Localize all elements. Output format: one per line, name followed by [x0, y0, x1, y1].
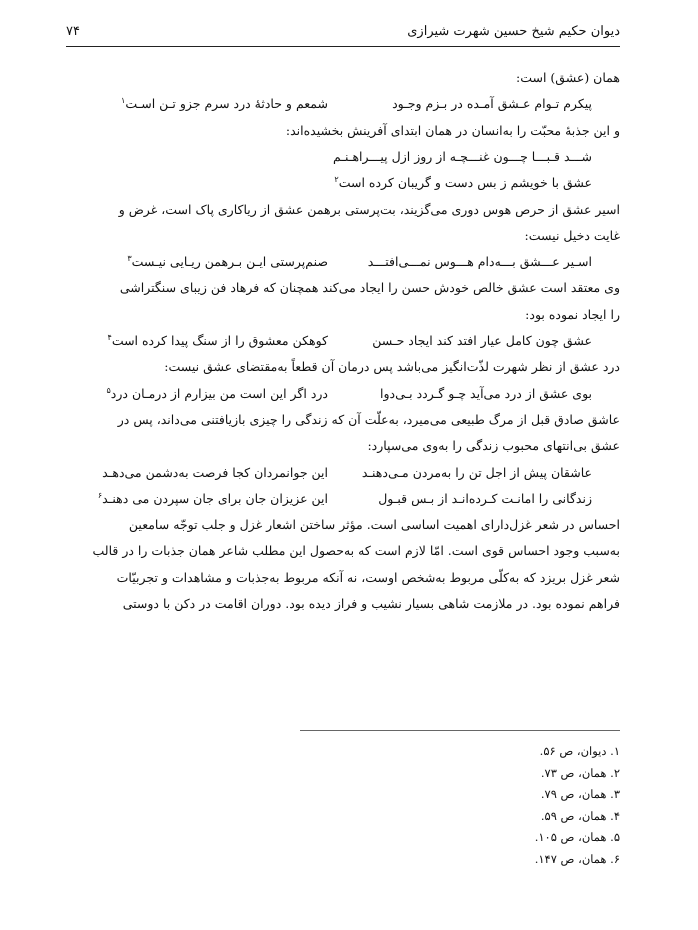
verse-hemistich-first: زندگانی را امانـت کـرده‌انـد از بـس قبـول	[378, 490, 592, 506]
prose-line: را ایجاد نموده بود:	[525, 306, 620, 322]
verse-hemistich-second: این عزیزان جان برای جان سپردن می دهنـد$^۶$	[97, 490, 328, 506]
footnotes	[535, 744, 620, 873]
prose-line: غایت دخیل نیست:	[524, 227, 620, 243]
verse-hemistich-second: کوهکن معشوق را از سنگ پیدا کرده است$^۴$	[107, 333, 328, 349]
footnote-item: ۱. دیوان، ص ۵۶.	[539, 744, 620, 758]
verse-hemistich-first: اسـیر عـــشق بـــه‌دام هـــوس نمـــی‌افتـــد	[367, 254, 592, 270]
running-header	[66, 22, 620, 44]
book-title: دیوان حکیم شیخ حسین شهرت شیرازی	[407, 24, 620, 39]
prose-line: و این جذبهٔ محبّت را به‌انسان در همان ابتدای آفرینش بخشیده‌اند:	[285, 122, 620, 138]
verse-hemistich-first: پیکرم تـوام عـشق آمـده در بـزم وجـود	[392, 96, 592, 112]
prose-line: فراهم نموده بود. در ملازمت شاهی بسیار نشیب و فراز دیده بود. دوران اقامت در دکن با دوستی	[122, 596, 620, 611]
prose-line: همان (عشق) است:	[516, 70, 620, 85]
verse-hemistich-first: عاشقان پیش از اجل تن را به‌مردن مـی‌دهنـد	[361, 464, 592, 480]
prose-line: وی معتقد است عشق خالص خودش حسن را ایجاد می‌کند همچنان که فرهاد فن زیبای سنگتراشی	[119, 280, 620, 296]
verse-hemistich-second: صنم‌پرستی ایـن بـرهمن ریـایی نیـست$^۳$	[127, 254, 328, 270]
verse-hemistich-first: عشق چون کامل عیار افتد کند ایجاد حـسن	[372, 333, 592, 348]
footnote-rule	[300, 730, 620, 731]
prose-line: درد عشق از نظر شهرت لذّت‌انگیز می‌باشد پس درمان آن قطعاً به‌مقتضای عشق نیست:	[164, 359, 620, 375]
footnote-item: ۵. همان، ص ۱۰۵.	[534, 830, 620, 844]
footnote-item: ۲. همان، ص ۷۳.	[540, 765, 620, 780]
verse-hemistich-first: عشق با خویشم ز بس دست و گریبان کرده است$^۲$	[334, 175, 592, 191]
prose-line: شعر غزل بریزد که به‌کلّی مربوط به‌شخص اوست، نه آنکه مربوط به‌جذبات و مشاهدات و تجربیّات	[116, 569, 620, 585]
footnote-marker: ۲	[334, 175, 339, 185]
verse-hemistich-second: درد اگر این است من بیزارم از درمـان درد$^۵$	[106, 385, 328, 401]
prose-line: اسیر عشق از حرص هوس دوری می‌گزیند، بت‌پرستی برهمن عشق از ریاکاری پاک است، غرض و	[118, 201, 620, 217]
prose-line: عشق بی‌انتهای محبوب زندگی را به‌وی می‌سپارد:	[367, 438, 620, 454]
verse-hemistich-first: شـــد قـبـــا چـــون غنـــچـه از روز ازل پیـــراهـنـم	[333, 148, 592, 164]
footnote-item: ۴. همان، ص ۵۹.	[540, 808, 620, 823]
footnote-marker: ۴	[107, 333, 112, 342]
footnote-marker: ۳	[127, 254, 132, 264]
footnote-marker: ۶	[97, 490, 103, 500]
page-number: ۷۴	[66, 24, 80, 39]
verse-hemistich-first: بوی عشق از درد می‌آید چـو گـردد بـی‌دوا	[380, 385, 592, 401]
verse-hemistich-second: این جوانمردان کجا فرصت به‌دشمن می‌دهـد	[102, 464, 328, 480]
footnote-item: ۶. همان، ص ۱۴۷.	[534, 851, 620, 866]
footnote-marker: ۱	[121, 96, 126, 106]
verse-hemistich-second: شمعم و حادثهٔ درد سرم جزو تـن اسـت$^۱$	[121, 96, 328, 112]
footnote-marker: ۵	[106, 385, 111, 395]
prose-line: عاشق صادق قبل از مرگ طبیعی می‌میرد، به‌علّت آن که زندگی را چیزی بازیافتنی می‌داند، پس در	[117, 411, 620, 427]
prose-line: به‌سبب وجود احساس قوی است. امّا لازم است که به‌حصول این مطلب شاعر همان جذبات را در قالب	[92, 543, 620, 559]
footnote-item: ۳. همان، ص ۷۹.	[540, 787, 620, 801]
header-rule	[66, 46, 620, 47]
prose-line: احساس در شعر غزل‌دارای اهمیت اساسی است. مؤثر ساختن اشعار غزل و جلب توجّه سامعین	[128, 517, 620, 533]
